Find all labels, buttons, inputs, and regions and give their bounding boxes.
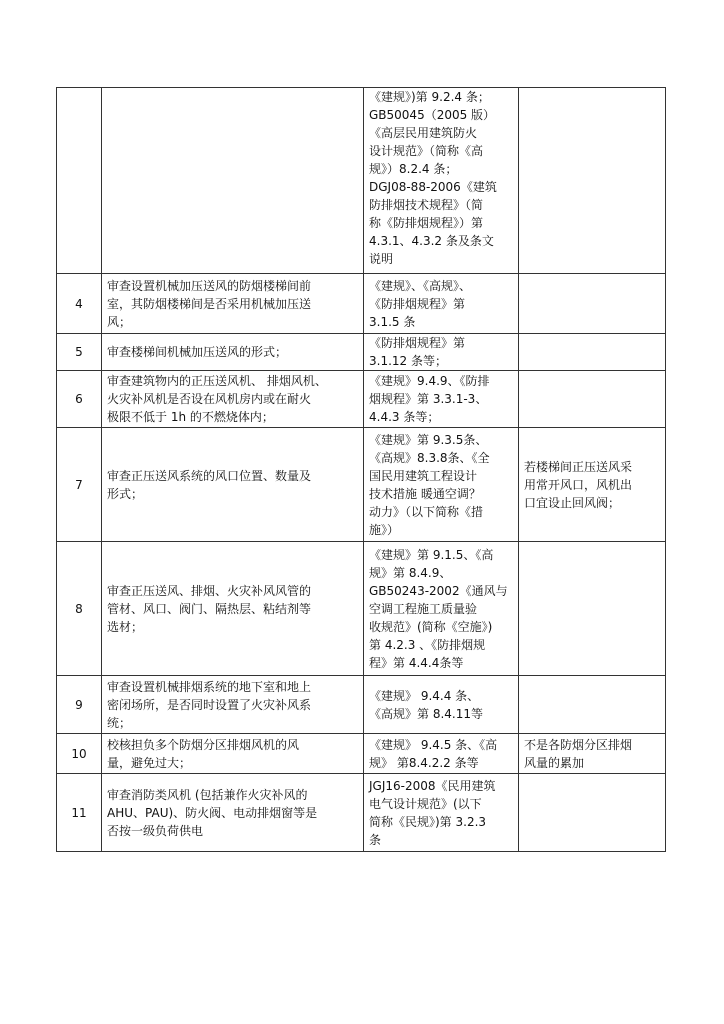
table-row xyxy=(57,371,666,428)
row-number xyxy=(57,88,102,274)
remark xyxy=(519,676,666,734)
code-basis: 《建规》第 9.1.5、《高 规》第 8.4.9、 GB50243-2002《通风与 空调工程施工质量验 收规范》(简称《空施》) 第 4.2.3 、《防排烟规 程》第 4.4.4条等 xyxy=(364,542,519,676)
row-number: 9 xyxy=(57,676,102,734)
remark: 不是各防烟分区排烟 风量的累加 xyxy=(519,734,666,774)
row-number: 5 xyxy=(57,334,102,371)
table-row xyxy=(57,88,666,274)
review-table xyxy=(56,87,666,852)
remark xyxy=(519,774,666,852)
table-row xyxy=(57,676,666,734)
review-item: 审查正压送风系统的风口位置、数量及 形式； xyxy=(102,428,364,542)
remark xyxy=(519,542,666,676)
review-item: 审查消防类风机 (包括兼作火灾补风的 AHU、PAU)、防火阀、电动排烟窗等是 否按一级负荷供电 xyxy=(102,774,364,852)
code-basis: JGJ16-2008《民用建筑 电气设计规范》(以下 简称《民规》)第 3.2.3 条 xyxy=(364,774,519,852)
row-number: 8 xyxy=(57,542,102,676)
table-row xyxy=(57,734,666,774)
review-item: 审查正压送风、排烟、火灾补风风管的 管材、风口、阀门、隔热层、粘结剂等 选材； xyxy=(102,542,364,676)
table-row xyxy=(57,274,666,334)
review-item xyxy=(102,88,364,274)
code-basis: 《建规》第 9.3.5条、 《高规》8.3.8条、《全 国民用建筑工程设计 技术措施 暖通空调？ 动力》（以下简称《措 施》） xyxy=(364,428,519,542)
review-item: 审查设置机械加压送风的防烟楼梯间前 室，其防烟楼梯间是否采用机械加压送 风； xyxy=(102,274,364,334)
remark: 若楼梯间正压送风采 用常开风口，风机出 口宜设止回风阀； xyxy=(519,428,666,542)
review-item: 审查建筑物内的正压送风机、 排烟风机、 火灾补风机是否设在风机房内或在耐火 极限不低于 1h 的不燃烧体内； xyxy=(102,371,364,428)
row-number: 6 xyxy=(57,371,102,428)
code-basis: 《防排烟规程》第 3.1.12 条等； xyxy=(364,334,519,371)
remark xyxy=(519,334,666,371)
code-basis: 《建规》9.4.9、《防排 烟规程》第 3.3.1-3、 4.4.3 条等； xyxy=(364,371,519,428)
row-number: 4 xyxy=(57,274,102,334)
review-item: 校核担负多个防烟分区排烟风机的风 量，避免过大； xyxy=(102,734,364,774)
review-item: 审查楼梯间机械加压送风的形式； xyxy=(102,334,364,371)
table-row xyxy=(57,774,666,852)
code-basis: 《建规》 9.4.4 条、 《高规》第 8.4.11等 xyxy=(364,676,519,734)
row-number: 11 xyxy=(57,774,102,852)
code-basis: 《建规》)第 9.2.4 条； GB50045（2005 版） 《高层民用建筑防火 设计规范》（简称《高 规》）8.2.4 条； DGJ08-88-2006《建筑 防排烟技术规程》（简 称《防排烟规程》）第 4.3.1、4.3.2 条及条文 说明 xyxy=(364,88,519,274)
review-item: 审查设置机械排烟系统的地下室和地上 密闭场所，是否同时设置了火灾补风系 统； xyxy=(102,676,364,734)
remark xyxy=(519,371,666,428)
remark xyxy=(519,88,666,274)
code-basis: 《建规》、《高规》、 《防排烟规程》第 3.1.5 条 xyxy=(364,274,519,334)
table-row xyxy=(57,334,666,371)
row-number: 7 xyxy=(57,428,102,542)
table-row xyxy=(57,542,666,676)
table-row xyxy=(57,428,666,542)
code-basis: 《建规》 9.4.5 条、《高 规》 第8.4.2.2 条等 xyxy=(364,734,519,774)
row-number: 10 xyxy=(57,734,102,774)
remark xyxy=(519,274,666,334)
